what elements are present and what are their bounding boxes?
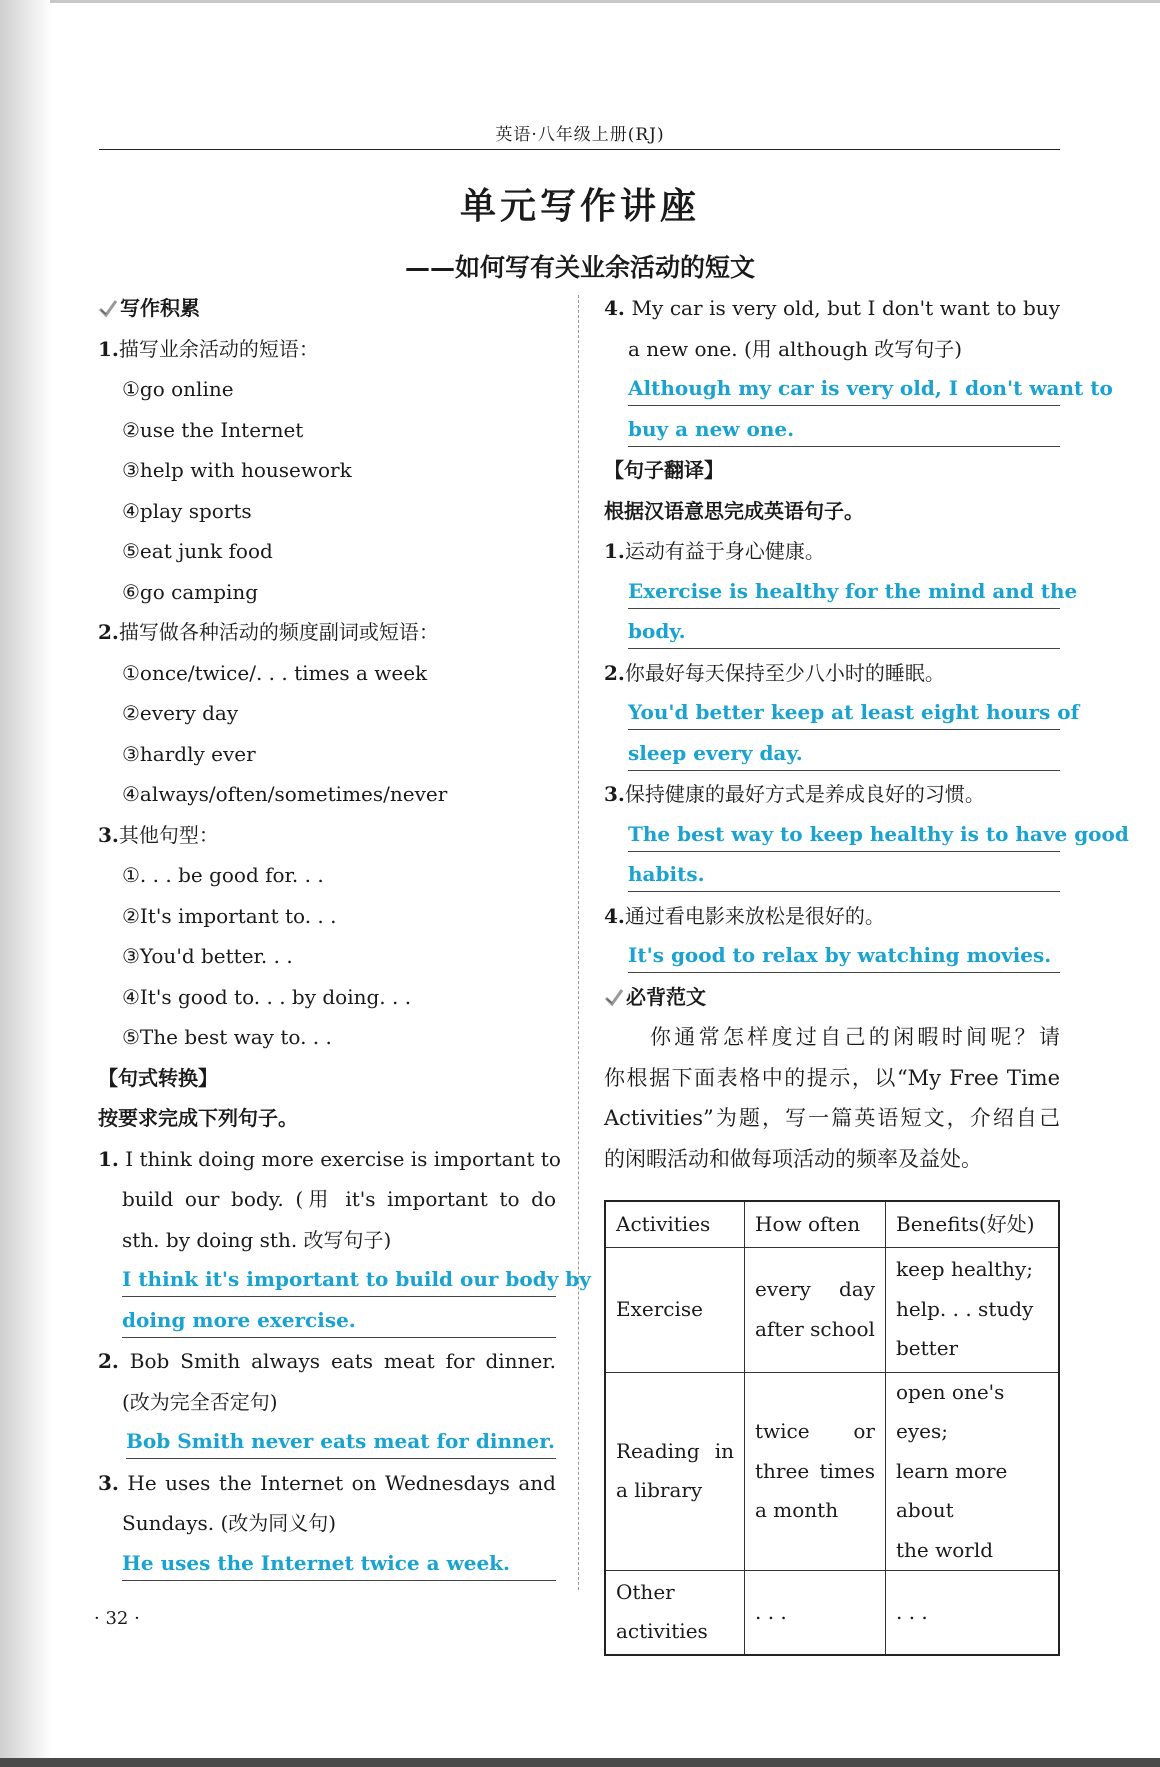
accumulation-heading: 写作积累 bbox=[120, 296, 200, 320]
right-column bbox=[604, 288, 1129, 1179]
running-header: 英语·八年级上册(RJ) bbox=[495, 125, 665, 145]
left-column bbox=[98, 288, 591, 1584]
cell-line: Other bbox=[616, 1579, 675, 1604]
answer-line: buy a new one. bbox=[628, 410, 1060, 447]
item-text: 其他句型： bbox=[118, 822, 219, 847]
answer-line: It's good to relax by watching movies. bbox=[628, 936, 1060, 973]
cell-line: every day bbox=[755, 1277, 875, 1301]
model-prompt-line: Activities”为题，写一篇英语短文，介绍自己 bbox=[604, 1106, 1060, 1130]
transform-instruction: 按要求完成下列句子。 bbox=[98, 1106, 298, 1130]
list-item: ④always/often/sometimes/never bbox=[122, 782, 448, 806]
answer-line: Bob Smith never eats meat for dinner. bbox=[126, 1422, 556, 1459]
question-text: My car is very old, but I don't want to buy bbox=[631, 296, 1060, 320]
answer-line: habits. bbox=[628, 855, 1060, 892]
question-text: 通过看电影来放松是很好的。 bbox=[624, 903, 885, 928]
model-heading-row bbox=[604, 977, 1060, 1018]
answer-line: doing more exercise. bbox=[122, 1301, 556, 1338]
accumulation-item-2 bbox=[98, 612, 556, 653]
accumulation-item-3 bbox=[98, 815, 556, 856]
question-number: 2. bbox=[98, 1349, 119, 1373]
item-number: 1. bbox=[98, 336, 119, 361]
table-header-cell: Benefits(好处) bbox=[886, 1201, 1060, 1247]
list-item: ③You'd better. . . bbox=[122, 944, 293, 968]
question-number: 3. bbox=[604, 782, 625, 806]
table-header-row bbox=[605, 1201, 1059, 1247]
item-number: 3. bbox=[98, 822, 119, 847]
answer-line: The best way to keep healthy is to have good bbox=[628, 815, 1060, 852]
page-number: · 32 · bbox=[94, 1608, 140, 1629]
transform-q2-line1 bbox=[98, 1341, 556, 1382]
item-text: 描写业余活动的短语： bbox=[118, 336, 319, 361]
model-prompt-line: 的闲暇活动和做每项活动的频率及益处。 bbox=[604, 1146, 982, 1171]
list-item: ①. . . be good for. . . bbox=[122, 863, 324, 887]
answer-line: body. bbox=[628, 612, 1060, 649]
transform-q1-line2: build our body. (用 it's important to do bbox=[122, 1187, 556, 1211]
translate-q1 bbox=[604, 531, 1060, 572]
cell-line: open one's eyes; bbox=[896, 1379, 1005, 1443]
list-item: ⑤The best way to. . . bbox=[122, 1025, 332, 1049]
table-cell-often bbox=[745, 1247, 886, 1372]
accumulation-heading-row bbox=[98, 288, 556, 329]
list-item: ③help with housework bbox=[122, 458, 352, 482]
list-item: ⑥go camping bbox=[122, 579, 259, 604]
page-bottom-bar bbox=[0, 1758, 1160, 1767]
transform-heading: 【句式转换】 bbox=[98, 1065, 218, 1090]
cell-line: activities bbox=[616, 1619, 708, 1644]
question-text: He uses the Internet on Wednesdays and bbox=[127, 1470, 556, 1495]
question-text: 保持健康的最好方式是养成良好的习惯。 bbox=[624, 782, 985, 806]
translate-q3 bbox=[604, 774, 1060, 815]
transform-q4-line1 bbox=[604, 288, 1060, 329]
question-number: 3. bbox=[98, 1470, 119, 1495]
question-number: 2. bbox=[604, 660, 625, 685]
list-item: ①once/twice/. . . times a week bbox=[122, 660, 428, 685]
transform-q2-line2: (改为完全否定句) bbox=[122, 1389, 278, 1414]
accumulation-item-1 bbox=[98, 329, 556, 370]
question-text: I think doing more exercise is important to bbox=[125, 1146, 561, 1171]
list-item: ②use the Internet bbox=[122, 417, 304, 442]
cell-line: keep healthy; bbox=[896, 1257, 1033, 1282]
cell-line: Reading in bbox=[616, 1438, 734, 1463]
table-row bbox=[605, 1571, 1059, 1655]
answer-line: Although my car is very old, I don't want to bbox=[628, 369, 1060, 406]
table-header-cell: How often bbox=[745, 1201, 886, 1247]
table-cell-activity bbox=[605, 1571, 745, 1655]
lecture-subtitle: ——如何写有关业余活动的短文 bbox=[404, 253, 755, 282]
translate-q4 bbox=[604, 896, 1060, 937]
table-cell-activity bbox=[605, 1372, 745, 1571]
activities-table bbox=[604, 1200, 1060, 1656]
cell-line: a library bbox=[616, 1478, 703, 1503]
answer-line: sleep every day. bbox=[628, 734, 1060, 771]
model-prompt-line: 你通常怎样度过自己的闲暇时间呢？请 bbox=[650, 1025, 1060, 1049]
cell-line: learn more about bbox=[896, 1458, 1008, 1522]
cell-line: after school bbox=[755, 1316, 875, 1341]
list-item: ②every day bbox=[122, 701, 239, 725]
question-number: 1. bbox=[98, 1146, 119, 1171]
header-rule bbox=[99, 149, 1060, 150]
cell-line: twice or bbox=[755, 1419, 875, 1443]
list-item: ①go online bbox=[122, 377, 234, 401]
lecture-title: 单元写作讲座 bbox=[459, 186, 700, 227]
item-number: 2. bbox=[98, 620, 119, 644]
check-icon bbox=[604, 986, 624, 1008]
cell-line: . . . bbox=[755, 1599, 787, 1624]
list-item: ⑤eat junk food bbox=[122, 539, 273, 563]
list-item: ②It's important to. . . bbox=[122, 903, 337, 928]
answer-line: Exercise is healthy for the mind and the bbox=[628, 572, 1060, 609]
cell-line: Exercise bbox=[616, 1296, 703, 1321]
transform-q1-line1 bbox=[98, 1139, 561, 1180]
cell-line: a month bbox=[755, 1498, 839, 1522]
table-row bbox=[605, 1247, 1059, 1372]
question-number: 1. bbox=[604, 539, 625, 563]
question-text: Bob Smith always eats meat for dinner. bbox=[129, 1349, 557, 1373]
table-cell-benefit bbox=[886, 1372, 1060, 1571]
table-header-cell: Activities bbox=[605, 1201, 745, 1247]
page-top-edge bbox=[0, 0, 1160, 3]
translate-instruction: 根据汉语意思完成英语句子。 bbox=[604, 498, 864, 523]
transform-q1-line3: sth. by doing sth. 改写句子) bbox=[122, 1227, 392, 1252]
cell-line: three times bbox=[755, 1458, 875, 1483]
table-cell-activity bbox=[605, 1247, 745, 1372]
table-cell-benefit bbox=[886, 1571, 1060, 1655]
list-item: ④play sports bbox=[122, 498, 252, 523]
translate-heading: 【句子翻译】 bbox=[604, 458, 724, 482]
item-text: 描写做各种活动的频度副词或短语： bbox=[118, 620, 439, 644]
model-heading: 必背范文 bbox=[626, 984, 706, 1009]
table-cell-benefit bbox=[886, 1247, 1060, 1372]
question-number: 4. bbox=[604, 296, 625, 320]
activities-table-wrap bbox=[604, 1200, 1060, 1656]
list-item: ④It's good to. . . by doing. . . bbox=[122, 984, 412, 1009]
question-number: 4. bbox=[604, 903, 625, 928]
cell-line: help. . . study bbox=[896, 1296, 1034, 1321]
cell-line: . . . bbox=[896, 1599, 928, 1624]
question-text: 你最好每天保持至少八小时的睡眠。 bbox=[624, 660, 945, 685]
column-divider bbox=[578, 295, 579, 1590]
table-row bbox=[605, 1372, 1059, 1571]
check-icon bbox=[98, 297, 118, 319]
answer-line: You'd better keep at least eight hours of bbox=[628, 693, 1060, 730]
cell-line: better bbox=[896, 1336, 959, 1361]
transform-q3-line2: Sundays. (改为同义句) bbox=[122, 1511, 337, 1535]
translate-q2 bbox=[604, 653, 1060, 694]
transform-q3-line1 bbox=[98, 1463, 556, 1504]
table-cell-often bbox=[745, 1571, 886, 1655]
transform-q4-line2: a new one. (用 although 改写句子) bbox=[628, 336, 963, 361]
answer-line: He uses the Internet twice a week. bbox=[122, 1544, 556, 1581]
answer-line: I think it's important to build our body by bbox=[122, 1260, 556, 1297]
table-cell-often bbox=[745, 1372, 886, 1571]
cell-line: the world bbox=[896, 1537, 994, 1562]
question-text: 运动有益于身心健康。 bbox=[624, 539, 825, 563]
model-prompt-line: 你根据下面表格中的提示，以“My Free Time bbox=[604, 1065, 1060, 1090]
list-item: ③hardly ever bbox=[122, 741, 256, 766]
